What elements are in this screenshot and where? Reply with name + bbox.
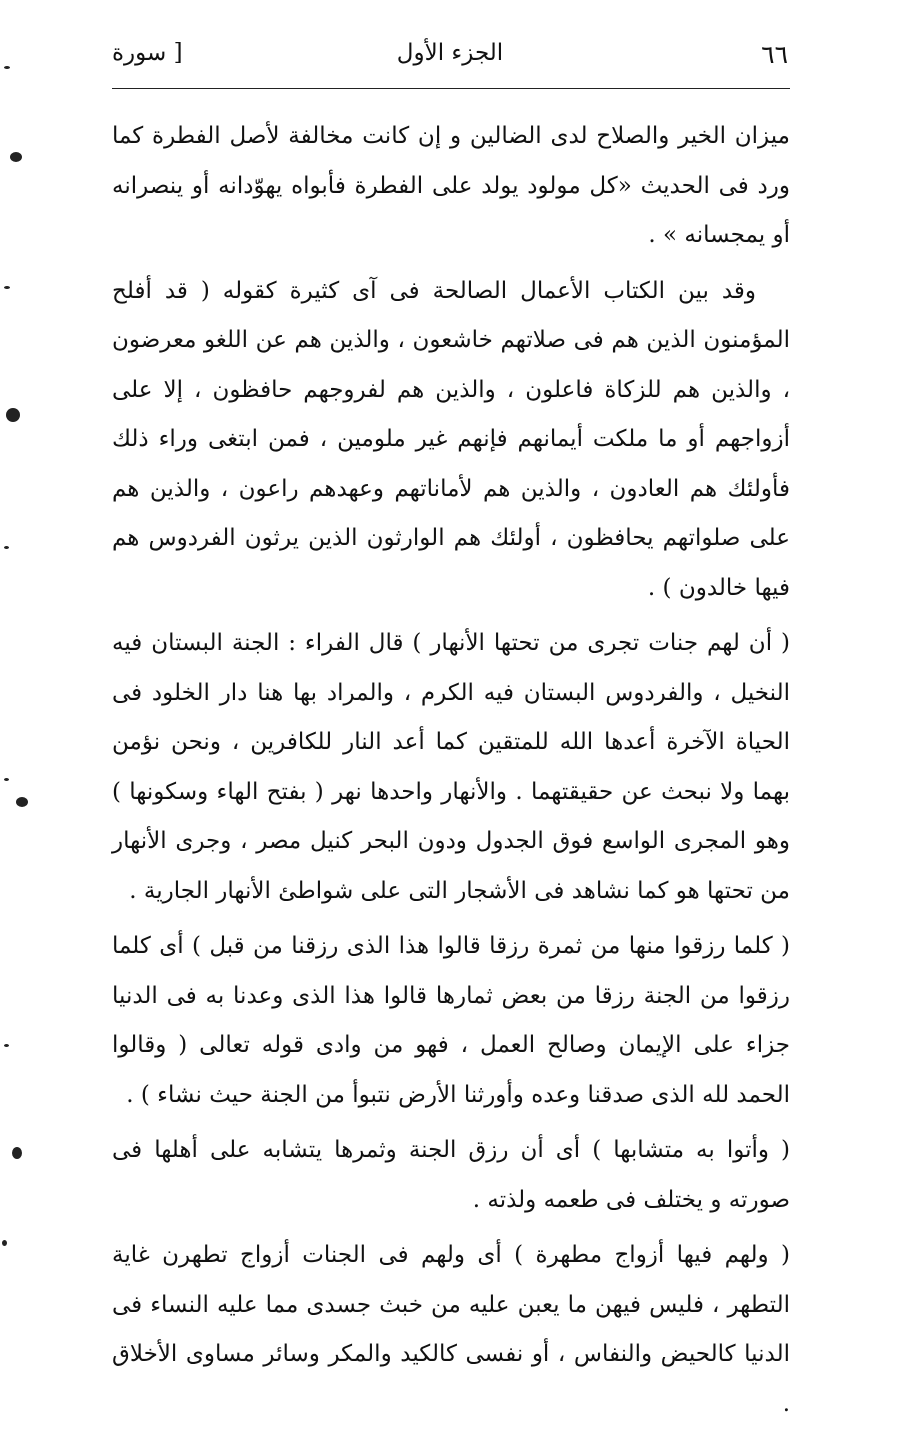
scan-speck: [10, 152, 22, 162]
scan-speck: [4, 778, 9, 781]
page-body: [112, 112, 790, 1429]
paragraph: ( أن لهم جنات تجرى من تحتها الأنهار ) قال الفراء : الجنة البستان فيه النخيل ، والفردوس البستان فيه الكرم ، والمراد بها هنا دار الخلود فى الحياة الآخرة أعدها الله للمتقين كما أعد النار للكافرين ، ونحن نؤمن بهما ولا نبحث عن حقيقتهما . والأنهار واحدها نهر ( بفتح الهاء وسكونها ) وهو المجرى الواسع فوق الجدول ودون البحر كنيل مصر ، وجرى الأنهار من تحتها هو كما نشاهد فى الأشجار التى على شواطئ الأنهار الجارية .: [112, 630, 790, 904]
scan-speck: [6, 408, 20, 422]
paragraph: وقد بين الكتاب الأعمال الصالحة فى آى كثيرة كقوله ( قد أفلح المؤمنون الذين هم فى صلاتهم خاشعون ، والذين هم عن اللغو معرضون ، والذين هم للزكاة فاعلون ، والذين هم لفروجهم حافظون ، إلا على أزواجهم أو ما ملكت أيمانهم فإنهم غير ملومين ، فمن ابتغى وراء ذلك فأولئك هم العادون ، والذين هم لأماناتهم وعهدهم راعون ، والذين هم على صلواتهم يحافظون ، أولئك هم الوارثون الذين يرثون الفردوس هم فيها خالدون ) .: [112, 277, 790, 601]
scan-speck: [4, 1044, 9, 1047]
paragraph: ( ولهم فيها أزواج مطهرة ) أى ولهم فى الجنات أزواج تطهرن غاية التطهر ، فليس فيهن ما يعبن عليه من خبث جسدى مما عليه النساء فى الدنيا كالحيض والنفاس ، أو نفسى كالكيد والمكر وسائر مساوى الأخلاق .: [112, 1242, 790, 1417]
scan-speck: [4, 546, 9, 549]
scan-speck: [2, 1240, 7, 1246]
paragraph: ميزان الخير والصلاح لدى الضالين و إن كانت مخالفة لأصل الفطرة كما ورد فى الحديث «كل مولود يولد على الفطرة فأبواه يهوّدانه أو ينصرانه أو يمجسانه » .: [112, 123, 790, 248]
paragraph: ( كلما رزقوا منها من ثمرة رزقا قالوا هذا الذى رزقنا من قبل ) أى كلما رزقوا من الجنة رزقا من بعض ثمارها قالوا هذا الذى وعدنا به فى الدنيا جزاء على الإيمان وصالح العمل ، فهو من وادى قوله تعالى ( وقالوا الحمد لله الذى صدقنا وعده وأورثنا الأرض نتبوأ من الجنة حيث نشاء ) .: [112, 933, 790, 1108]
scan-speck: [16, 797, 28, 807]
surah-label: [ سورة: [112, 40, 183, 66]
paragraph: ( وأتوا به متشابها ) أى أن رزق الجنة وثمرها يتشابه على أهلها فى صورته و يختلف فى طعمه ولذته .: [112, 1137, 790, 1213]
scan-speck: [4, 66, 10, 69]
scan-speck: [4, 286, 10, 289]
header-rule: [112, 88, 790, 89]
running-title: الجزء الأول: [396, 40, 504, 66]
page-number: ٦٦: [761, 40, 788, 69]
scan-speck: [12, 1147, 22, 1159]
page-header: [112, 38, 788, 76]
